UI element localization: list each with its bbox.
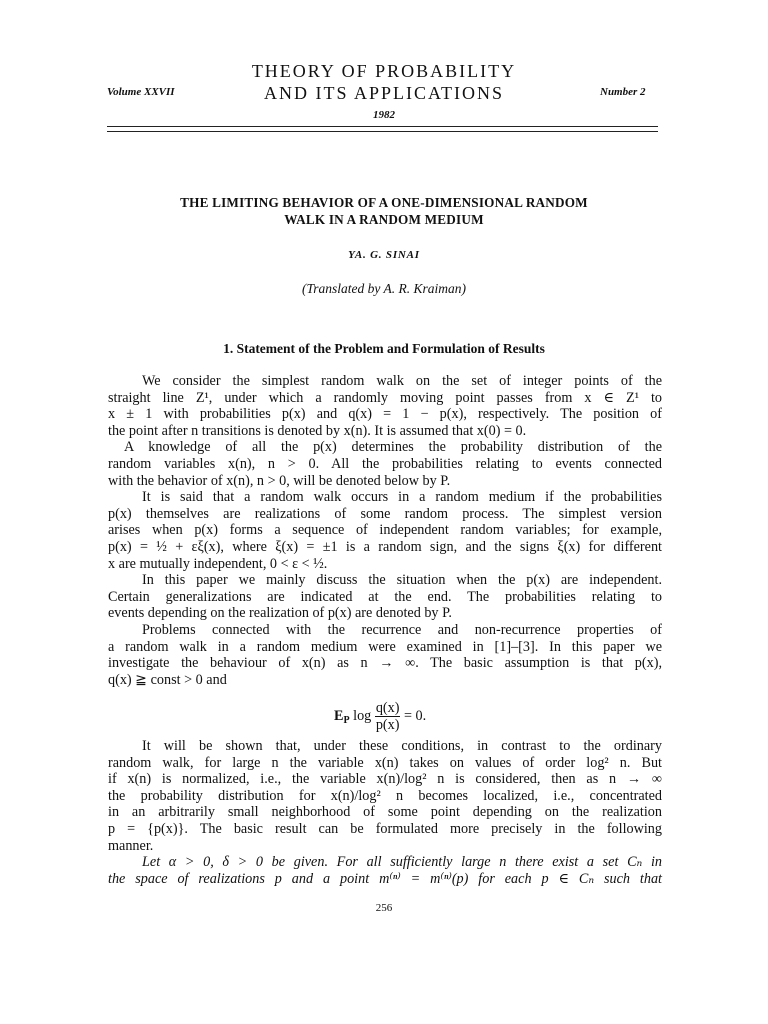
publication-year: 1982 (373, 109, 395, 121)
body-line: p = {p(x)}. The basic result can be formulated more precisely in the following (108, 820, 662, 837)
display-equation (334, 700, 426, 733)
body-line: Certain generalizations are indicated at the end. The probabilities relating to (108, 588, 662, 605)
body-line: investigate the behaviour of x(n) as n → ∞. The basic assumption is that p(x), (108, 655, 662, 672)
body-line: if x(n) is normalized, i.e., the variable x(n)/log² n is considered, then as n → ∞ (108, 771, 662, 788)
body-line: a random walk in a random medium were examined in [1]–[3]. In this paper we (108, 638, 662, 655)
section-heading: 1. Statement of the Problem and Formulation of Results (223, 341, 545, 356)
body-line: events depending on the realization of p(x) are denoted by P. (108, 605, 452, 622)
body-line: x ± 1 with probabilities p(x) and q(x) = 1 − p(x), respectively. The position of (108, 406, 662, 423)
body-line: in an arbitrarily small neighborhood of some point depending on the realization (108, 804, 662, 821)
body-line: p(x) = ½ + εξ(x), where ξ(x) = ±1 is a random sign, and the signs ξ(x) for different (108, 538, 662, 555)
fraction-numerator: q(x) (375, 700, 400, 716)
expectation-subscript: P (343, 714, 350, 726)
body-line: It is said that a random walk occurs in a random medium if the probabilities (142, 489, 662, 506)
body-line: with the behavior of x(n), n > 0, will be denoted below by P. (108, 472, 451, 489)
volume-label: Volume XXVII (107, 86, 175, 98)
body-paragraphs-part-1 (108, 373, 662, 688)
body-line: random walk, for large n the variable x(n) takes on values of order log² n. But (108, 754, 662, 771)
body-line: In this paper we mainly discuss the situation when the p(x) are independent. (142, 572, 662, 589)
body-line: Let α > 0, δ > 0 be given. For all sufficiently large n there exist a set Cₙ in (142, 854, 662, 871)
body-line: Problems connected with the recurrence and non-recurrence properties of (142, 621, 662, 638)
issue-number-label: Number 2 (600, 86, 646, 98)
body-line: We consider the simplest random walk on the set of integer points of the (142, 373, 662, 389)
paper-title-line-1: THE LIMITING BEHAVIOR OF A ONE-DIMENSIONAL RANDOM (180, 195, 588, 210)
header-rule-bottom (107, 131, 658, 132)
page-number: 256 (375, 902, 393, 914)
body-line: random variables x(n), n > 0. All the probabilities relating to events connected (108, 455, 662, 472)
body-line: q(x) ≧ const > 0 and (108, 671, 227, 688)
body-line: A knowledge of all the p(x) determines the probability distribution of the (124, 439, 662, 456)
body-line: the probability distribution for x(n)/log² n becomes localized, i.e., concentrated (108, 787, 662, 804)
header-rule-top (107, 126, 658, 127)
author-name: YA. G. SINAI (348, 249, 420, 261)
translator-credit: (Translated by A. R. Kraiman) (301, 281, 466, 296)
paper-title (100, 194, 668, 228)
body-line: the point after n transitions is denoted by x(n). It is assumed that x(0) = 0. (108, 422, 527, 439)
body-line: straight line Z¹, under which a randomly moving point passes from x ∈ Z¹ to (108, 389, 662, 406)
paper-title-line-2: WALK IN A RANDOM MEDIUM (284, 212, 484, 227)
equation-rhs: = 0. (404, 707, 427, 724)
body-line: arises when p(x) forms a sequence of independent random variables; for example, (108, 522, 662, 539)
body-line: p(x) themselves are realizations of some random process. The simplest version (108, 505, 662, 522)
body-paragraphs-part-2 (108, 738, 662, 887)
log-operator: log (353, 707, 372, 724)
body-line: x are mutually independent, 0 < ε < ½. (108, 555, 328, 572)
fraction (375, 700, 401, 733)
body-line: It will be shown that, under these conditions, in contrast to the ordinary (142, 738, 662, 754)
fraction-denominator: p(x) (375, 717, 400, 733)
body-line: manner. (108, 837, 154, 854)
journal-title-line-2: AND ITS APPLICATIONS (263, 83, 505, 103)
body-line: the space of realizations p and a point m⁽ⁿ⁾ = m⁽ⁿ⁾(p) for each p ∈ Cₙ such that (108, 870, 662, 887)
expectation-symbol: E (334, 707, 344, 724)
journal-title-line-1: THEORY OF PROBABILITY (251, 61, 517, 81)
